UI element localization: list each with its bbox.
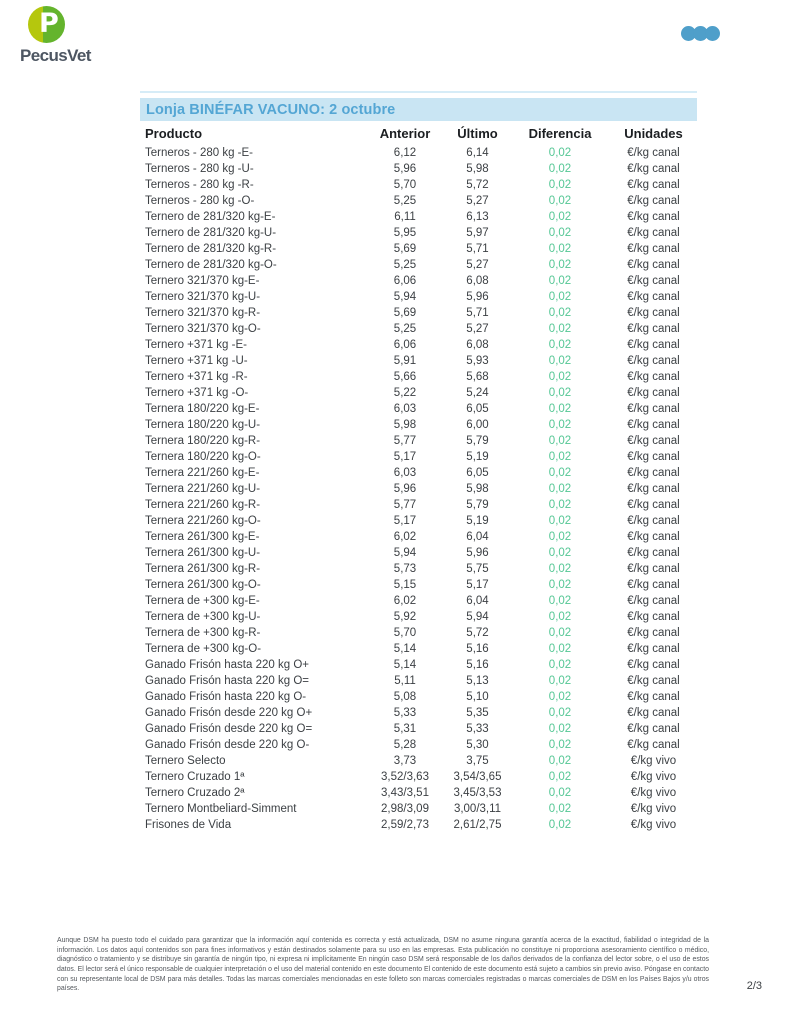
table-row: [140, 289, 697, 305]
cell-diferencia: 0,02: [548, 658, 572, 671]
cell-producto: Ternera de +300 kg-R-: [145, 626, 261, 639]
cell-ultimo: 5,16: [466, 658, 489, 671]
top-divider: [140, 91, 697, 93]
cell-anterior: 5,92: [393, 610, 417, 623]
cell-ultimo: 5,68: [466, 370, 489, 383]
cell-diferencia: 0,02: [548, 626, 572, 639]
cell-producto: Ternero Selecto: [145, 754, 226, 767]
cell-ultimo: 3,00/3,11: [453, 802, 502, 815]
cell-unidades: €/kg canal: [627, 450, 680, 463]
cell-producto: Ganado Frisón hasta 220 kg O-: [145, 690, 307, 703]
table-row: [140, 593, 697, 609]
table-row: [140, 801, 697, 817]
table-header-row: [140, 121, 697, 145]
cell-diferencia: 0,02: [548, 258, 572, 271]
cell-unidades: €/kg canal: [627, 146, 680, 159]
cell-producto: Ternera 221/260 kg-O-: [145, 514, 261, 527]
cell-anterior: 5,98: [393, 418, 417, 431]
cell-producto: Ternero de 281/320 kg-O-: [145, 258, 277, 271]
table-row: [140, 369, 697, 385]
cell-anterior: 5,94: [393, 290, 417, 303]
table-row: [140, 609, 697, 625]
cell-unidades: €/kg canal: [627, 194, 680, 207]
cell-diferencia: 0,02: [548, 578, 572, 591]
cell-unidades: €/kg canal: [627, 386, 680, 399]
cell-producto: Ternera de +300 kg-O-: [145, 642, 262, 655]
table-row: [140, 545, 697, 561]
pecusvet-logo: [20, 6, 130, 66]
cell-unidades: €/kg canal: [627, 402, 680, 415]
table-row: [140, 705, 697, 721]
table-body: [140, 145, 697, 833]
cell-diferencia: 0,02: [548, 226, 572, 239]
cell-diferencia: 0,02: [548, 178, 572, 191]
cell-ultimo: 5,27: [466, 322, 489, 335]
table-row: [140, 785, 697, 801]
cell-anterior: 5,70: [393, 178, 417, 191]
table-row: [140, 497, 697, 513]
cell-unidades: €/kg canal: [627, 738, 680, 751]
table-row: [140, 417, 697, 433]
cell-ultimo: 3,75: [466, 754, 489, 767]
col-ultimo: Último: [457, 126, 498, 141]
cell-diferencia: 0,02: [548, 210, 572, 223]
cell-ultimo: 5,97: [466, 226, 489, 239]
cell-unidades: €/kg canal: [627, 258, 680, 271]
cell-unidades: €/kg canal: [627, 610, 680, 623]
cell-anterior: 6,06: [393, 338, 417, 351]
table-row: [140, 145, 697, 161]
cell-producto: Ternera de +300 kg-E-: [145, 594, 260, 607]
cell-diferencia: 0,02: [548, 786, 572, 799]
cell-anterior: 5,70: [393, 626, 417, 639]
cell-anterior: 5,31: [393, 722, 417, 735]
cell-diferencia: 0,02: [548, 770, 572, 783]
cell-ultimo: 5,35: [466, 706, 489, 719]
cell-unidades: €/kg canal: [627, 722, 680, 735]
cell-producto: Ternero 321/370 kg-U-: [145, 290, 261, 303]
cell-unidades: €/kg canal: [627, 322, 680, 335]
cell-producto: Ternero Montbeliard-Simment: [145, 802, 297, 815]
cell-unidades: €/kg canal: [627, 418, 680, 431]
cell-anterior: 5,91: [393, 354, 417, 367]
cell-unidades: €/kg canal: [627, 674, 680, 687]
cell-anterior: 3,52/3,63: [381, 770, 429, 783]
cell-unidades: €/kg canal: [627, 306, 680, 319]
cell-anterior: 5,66: [393, 370, 417, 383]
cell-unidades: €/kg canal: [627, 370, 680, 383]
cell-unidades: €/kg canal: [627, 210, 680, 223]
cell-diferencia: 0,02: [548, 674, 572, 687]
cell-ultimo: 5,79: [466, 434, 489, 447]
cell-anterior: 5,14: [393, 658, 417, 671]
table-row: [140, 449, 697, 465]
table-row: [140, 817, 697, 833]
cell-unidades: €/kg canal: [627, 466, 680, 479]
cell-producto: Ganado Frisón hasta 220 kg O=: [145, 674, 309, 687]
cell-ultimo: 6,14: [466, 146, 489, 159]
price-report: [140, 91, 697, 833]
cell-diferencia: 0,02: [548, 418, 572, 431]
cell-diferencia: 0,02: [548, 146, 572, 159]
table-row: [140, 769, 697, 785]
cell-producto: Terneros - 280 kg -E-: [145, 146, 254, 159]
cell-producto: Ganado Frisón desde 220 kg O+: [145, 706, 313, 719]
cell-diferencia: 0,02: [548, 562, 572, 575]
cell-ultimo: 5,24: [466, 386, 489, 399]
cell-producto: Ternero +371 kg -E-: [145, 338, 247, 351]
cell-producto: Ternera 221/260 kg-E-: [145, 466, 260, 479]
cell-ultimo: 5,10: [466, 690, 489, 703]
cell-anterior: 6,03: [393, 466, 417, 479]
cell-anterior: 5,22: [393, 386, 417, 399]
cell-diferencia: 0,02: [548, 242, 572, 255]
col-producto: Producto: [145, 126, 203, 141]
cell-anterior: 5,73: [393, 562, 417, 575]
table-row: [140, 273, 697, 289]
cell-anterior: 6,03: [393, 402, 417, 415]
table-row: [140, 625, 697, 641]
cell-producto: Ternero +371 kg -R-: [145, 370, 248, 383]
report-title-bar: [140, 98, 697, 121]
table-row: [140, 321, 697, 337]
cell-diferencia: 0,02: [548, 306, 572, 319]
cell-producto: Ternera 261/300 kg-U-: [145, 546, 261, 559]
cell-diferencia: 0,02: [548, 274, 572, 287]
cell-anterior: 5,17: [393, 450, 417, 463]
table-row: [140, 561, 697, 577]
cell-ultimo: 5,71: [466, 242, 489, 255]
cell-unidades: €/kg canal: [627, 642, 680, 655]
cell-diferencia: 0,02: [548, 402, 572, 415]
cell-producto: Ganado Frisón desde 220 kg O-: [145, 738, 310, 751]
cell-ultimo: 5,94: [466, 610, 489, 623]
cell-unidades: €/kg vivo: [630, 786, 677, 799]
cell-diferencia: 0,02: [548, 322, 572, 335]
table-row: [140, 337, 697, 353]
table-row: [140, 753, 697, 769]
cell-ultimo: 5,19: [466, 514, 489, 527]
cell-anterior: 5,25: [393, 258, 417, 271]
cell-producto: Ternera 180/220 kg-U-: [145, 418, 261, 431]
cell-diferencia: 0,02: [548, 498, 572, 511]
cell-anterior: 5,08: [393, 690, 417, 703]
table-row: [140, 737, 697, 753]
cell-diferencia: 0,02: [548, 594, 572, 607]
cell-diferencia: 0,02: [548, 738, 572, 751]
cell-anterior: 5,94: [393, 546, 417, 559]
cell-ultimo: 5,96: [466, 290, 489, 303]
table-row: [140, 193, 697, 209]
three-dots-icon: [681, 26, 720, 41]
price-table: [140, 121, 697, 833]
pecusvet-logo-icon: [28, 6, 65, 43]
logo-p-monogram: P: [39, 8, 59, 39]
cell-anterior: 5,25: [393, 322, 417, 335]
cell-ultimo: 5,75: [466, 562, 489, 575]
cell-unidades: €/kg canal: [627, 226, 680, 239]
table-row: [140, 577, 697, 593]
cell-ultimo: 5,27: [466, 258, 489, 271]
cell-diferencia: 0,02: [548, 642, 572, 655]
cell-anterior: 5,28: [393, 738, 417, 751]
cell-unidades: €/kg canal: [627, 290, 680, 303]
cell-unidades: €/kg canal: [627, 354, 680, 367]
page-number: 2/3: [746, 980, 762, 992]
cell-ultimo: 6,05: [466, 402, 489, 415]
cell-anterior: 5,69: [393, 306, 417, 319]
dot-icon: [705, 26, 720, 41]
col-diferencia: Diferencia: [528, 126, 592, 141]
cell-producto: Ternera 180/220 kg-E-: [145, 402, 260, 415]
cell-unidades: €/kg canal: [627, 626, 680, 639]
cell-unidades: €/kg canal: [627, 658, 680, 671]
cell-ultimo: 5,96: [466, 546, 489, 559]
cell-unidades: €/kg canal: [627, 178, 680, 191]
cell-anterior: 5,96: [393, 482, 417, 495]
cell-producto: Ternero +371 kg -U-: [145, 354, 248, 367]
cell-producto: Ternera 261/300 kg-E-: [145, 530, 260, 543]
cell-unidades: €/kg vivo: [630, 770, 677, 783]
cell-anterior: 6,02: [393, 594, 417, 607]
cell-diferencia: 0,02: [548, 354, 572, 367]
cell-anterior: 5,69: [393, 242, 417, 255]
cell-producto: Ternera 180/220 kg-O-: [145, 450, 261, 463]
cell-ultimo: 5,13: [466, 674, 489, 687]
table-row: [140, 225, 697, 241]
table-row: [140, 305, 697, 321]
cell-diferencia: 0,02: [548, 722, 572, 735]
cell-diferencia: 0,02: [548, 434, 572, 447]
cell-producto: Ternero Cruzado 1ª: [145, 770, 245, 783]
cell-ultimo: 3,45/3,53: [453, 786, 502, 799]
cell-ultimo: 5,30: [466, 738, 489, 751]
cell-producto: Ternera 261/300 kg-O-: [145, 578, 261, 591]
cell-unidades: €/kg canal: [627, 338, 680, 351]
cell-ultimo: 6,08: [466, 274, 489, 287]
table-row: [140, 401, 697, 417]
cell-diferencia: 0,02: [548, 610, 572, 623]
cell-diferencia: 0,02: [548, 706, 572, 719]
table-row: [140, 529, 697, 545]
cell-diferencia: 0,02: [548, 466, 572, 479]
cell-ultimo: 5,27: [466, 194, 489, 207]
cell-diferencia: 0,02: [548, 386, 572, 399]
table-row: [140, 689, 697, 705]
cell-ultimo: 5,93: [466, 354, 489, 367]
cell-ultimo: 6,05: [466, 466, 489, 479]
cell-anterior: 5,77: [393, 498, 417, 511]
cell-unidades: €/kg canal: [627, 690, 680, 703]
cell-producto: Ternera 180/220 kg-R-: [145, 434, 261, 447]
cell-ultimo: 5,17: [466, 578, 489, 591]
table-row: [140, 465, 697, 481]
cell-diferencia: 0,02: [548, 818, 572, 831]
brand-name: PecusVet: [20, 46, 91, 65]
cell-producto: Ternero 321/370 kg-O-: [145, 322, 261, 335]
cell-producto: Ternero Cruzado 2ª: [145, 786, 245, 799]
cell-diferencia: 0,02: [548, 194, 572, 207]
cell-unidades: €/kg vivo: [630, 754, 677, 767]
cell-ultimo: 6,04: [466, 594, 489, 607]
cell-ultimo: 6,13: [466, 210, 489, 223]
col-unidades: Unidades: [624, 126, 683, 141]
col-anterior: Anterior: [379, 126, 431, 141]
cell-unidades: €/kg canal: [627, 242, 680, 255]
cell-producto: Terneros - 280 kg -R-: [145, 178, 254, 191]
cell-unidades: €/kg canal: [627, 498, 680, 511]
cell-anterior: 5,33: [393, 706, 417, 719]
cell-diferencia: 0,02: [548, 162, 572, 175]
cell-unidades: €/kg canal: [627, 434, 680, 447]
cell-ultimo: 5,72: [466, 178, 489, 191]
table-row: [140, 433, 697, 449]
cell-ultimo: 6,04: [466, 530, 489, 543]
cell-diferencia: 0,02: [548, 754, 572, 767]
cell-unidades: €/kg canal: [627, 594, 680, 607]
cell-anterior: 5,15: [393, 578, 417, 591]
cell-producto: Ternera 221/260 kg-U-: [145, 482, 261, 495]
cell-anterior: 3,43/3,51: [381, 786, 429, 799]
cell-diferencia: 0,02: [548, 546, 572, 559]
table-row: [140, 209, 697, 225]
cell-producto: Ganado Frisón desde 220 kg O=: [145, 722, 313, 735]
cell-ultimo: 5,79: [466, 498, 489, 511]
cell-ultimo: 5,72: [466, 626, 489, 639]
cell-ultimo: 3,54/3,65: [453, 770, 502, 783]
cell-diferencia: 0,02: [548, 338, 572, 351]
cell-ultimo: 5,98: [466, 482, 489, 495]
cell-anterior: 5,77: [393, 434, 417, 447]
table-row: [140, 481, 697, 497]
cell-diferencia: 0,02: [548, 690, 572, 703]
table-header: [140, 121, 697, 145]
table-row: [140, 721, 697, 737]
cell-anterior: 3,73: [393, 754, 417, 767]
cell-anterior: 2,59/2,73: [381, 818, 429, 831]
cell-unidades: €/kg canal: [627, 162, 680, 175]
cell-unidades: €/kg canal: [627, 482, 680, 495]
cell-anterior: 6,12: [393, 146, 417, 159]
report-title: Lonja BINÉFAR VACUNO: 2 octubre: [146, 101, 396, 118]
cell-anterior: 5,14: [393, 642, 417, 655]
cell-producto: Ternero +371 kg -O-: [145, 386, 249, 399]
cell-anterior: 5,25: [393, 194, 417, 207]
cell-diferencia: 0,02: [548, 290, 572, 303]
cell-ultimo: 5,98: [466, 162, 489, 175]
cell-ultimo: 5,33: [466, 722, 489, 735]
cell-producto: Terneros - 280 kg -U-: [145, 162, 254, 175]
cell-diferencia: 0,02: [548, 530, 572, 543]
cell-ultimo: 6,00: [466, 418, 489, 431]
cell-unidades: €/kg canal: [627, 274, 680, 287]
cell-anterior: 2,98/3,09: [381, 802, 429, 815]
table-row: [140, 353, 697, 369]
cell-unidades: €/kg canal: [627, 530, 680, 543]
cell-ultimo: 2,61/2,75: [453, 818, 502, 831]
table-row: [140, 513, 697, 529]
cell-anterior: 6,11: [394, 210, 416, 223]
cell-producto: Ternero 321/370 kg-E-: [145, 274, 260, 287]
cell-diferencia: 0,02: [548, 514, 572, 527]
cell-producto: Ternero de 281/320 kg-U-: [145, 226, 277, 239]
cell-producto: Ganado Frisón hasta 220 kg O+: [145, 658, 309, 671]
cell-unidades: €/kg canal: [627, 578, 680, 591]
table-row: [140, 161, 697, 177]
cell-unidades: €/kg canal: [627, 514, 680, 527]
table-row: [140, 241, 697, 257]
cell-unidades: €/kg canal: [627, 562, 680, 575]
cell-anterior: 5,96: [393, 162, 417, 175]
cell-producto: Ternera de +300 kg-U-: [145, 610, 261, 623]
cell-diferencia: 0,02: [548, 370, 572, 383]
cell-anterior: 5,11: [394, 674, 416, 687]
cell-diferencia: 0,02: [548, 450, 572, 463]
cell-anterior: 6,02: [393, 530, 417, 543]
cell-producto: Terneros - 280 kg -O-: [145, 194, 255, 207]
table-row: [140, 257, 697, 273]
cell-anterior: 6,06: [393, 274, 417, 287]
table-row: [140, 657, 697, 673]
cell-unidades: €/kg vivo: [630, 802, 677, 815]
table-row: [140, 673, 697, 689]
cell-unidades: €/kg vivo: [630, 818, 677, 831]
legal-disclaimer: Aunque DSM ha puesto todo el cuidado para garantizar que la información aquí contenida es correcta y está actualizada, DSM no asume ninguna garantía acerca de la exactitud, fiabilidad o integridad de la información. Los datos aquí contenidos son para fines informativos y están destinados solamente para su uso en las empresas. Esta publicación no constituye ni proporciona asesoramiento científico o médico, diagnóstico o tratamiento y se distribuye sin garantía de ningún tipo, ni expresa ni implícitamente En ningún caso DSM será responsable de los daños derivados de la confianza del lector sobre, o el uso de estos datos. El lector será el único responsable de cualquier interpretación o el uso del material contenido en este documento El contenido de este documento está sujeto a cambios sin previo aviso. Póngase en contacto con su representante local de DSM para más detalles. Todas las marcas comerciales mencionadas en este folleto son marcas comerciales registradas o marcas comerciales de DSM en los Países Bajos y/u otros países.: [57, 937, 709, 993]
cell-ultimo: 5,19: [466, 450, 489, 463]
cell-producto: Ternero 321/370 kg-R-: [145, 306, 261, 319]
table-row: [140, 641, 697, 657]
cell-unidades: €/kg canal: [627, 706, 680, 719]
cell-producto: Ternera 261/300 kg-R-: [145, 562, 261, 575]
cell-unidades: €/kg canal: [627, 546, 680, 559]
table-row: [140, 385, 697, 401]
cell-anterior: 5,17: [393, 514, 417, 527]
table-row: [140, 177, 697, 193]
cell-ultimo: 6,08: [466, 338, 489, 351]
cell-anterior: 5,95: [393, 226, 417, 239]
cell-producto: Ternero de 281/320 kg-E-: [145, 210, 276, 223]
cell-producto: Ternero de 281/320 kg-R-: [145, 242, 277, 255]
cell-ultimo: 5,71: [466, 306, 489, 319]
cell-ultimo: 5,16: [466, 642, 489, 655]
cell-producto: Frisones de Vida: [145, 818, 232, 831]
cell-diferencia: 0,02: [548, 482, 572, 495]
cell-diferencia: 0,02: [548, 802, 572, 815]
cell-producto: Ternera 221/260 kg-R-: [145, 498, 261, 511]
